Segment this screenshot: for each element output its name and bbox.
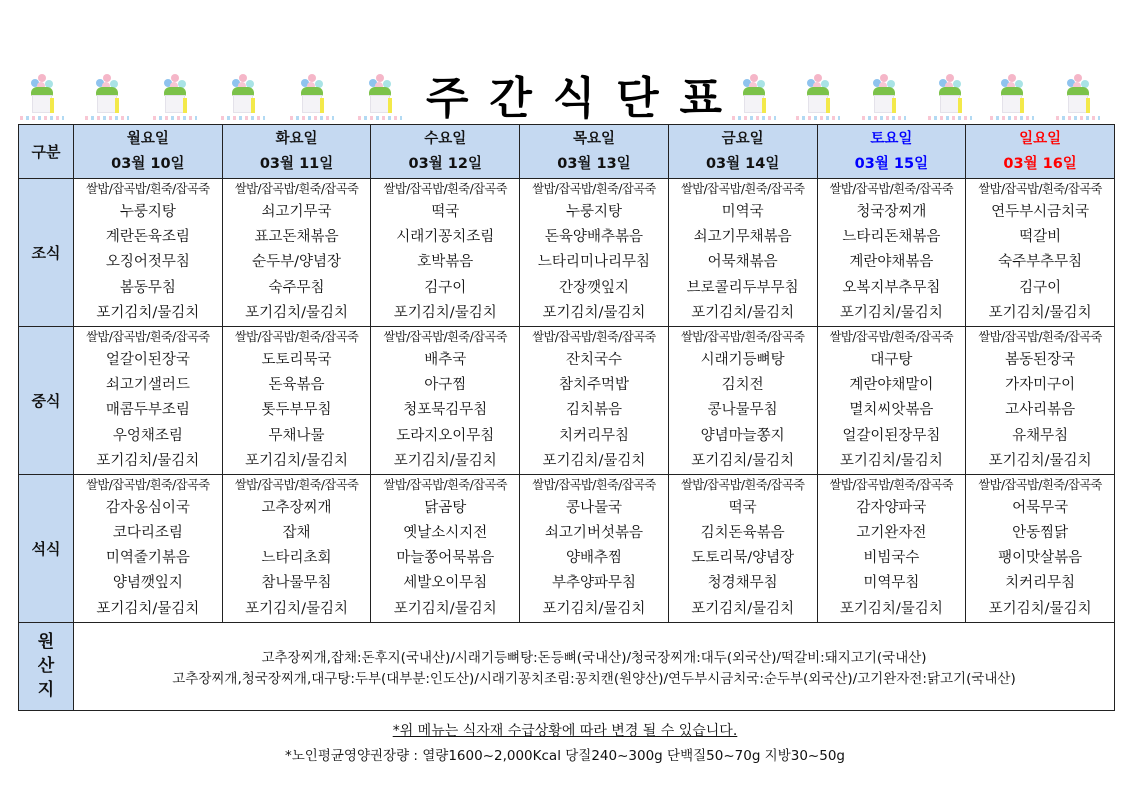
dish-item: 포기김치/물김치 — [839, 304, 943, 321]
dish-item: 계란야채말이 — [849, 377, 934, 394]
dish-item: 마늘쫑어묵볶음 — [396, 550, 495, 567]
day-header-mon — [74, 125, 223, 179]
dish-item: 김치돈육볶음 — [700, 525, 785, 542]
day-header-wed — [371, 125, 520, 179]
day-date: 03월 11일 — [259, 155, 334, 172]
dish-item: 숙주부추무침 — [998, 254, 1083, 271]
staple-options: 쌀밥/잡곡밥/흰죽/잡곡죽 — [532, 477, 656, 492]
staple-options: 쌀밥/잡곡밥/흰죽/잡곡죽 — [86, 329, 210, 344]
day-header-thu — [520, 125, 669, 179]
dish-item: 미역줄기볶음 — [105, 550, 190, 567]
menu-cell-mon — [74, 326, 223, 474]
dish-item: 느타리초회 — [261, 550, 332, 567]
origin-label-char: 원 — [37, 632, 55, 653]
dish-item: 안동찜닭 — [1012, 525, 1069, 542]
staple-options: 쌀밥/잡곡밥/흰죽/잡곡죽 — [829, 182, 954, 196]
day-name: 월요일 — [126, 130, 169, 147]
menu-cell-thu — [520, 179, 669, 327]
menu-cell-wed — [371, 179, 520, 327]
flower-pot-icon — [730, 72, 778, 122]
dish-item: 호박볶음 — [417, 254, 474, 271]
menu-cell-sat — [817, 474, 966, 622]
origin-label-char: 산 — [37, 656, 55, 677]
dish-item: 포기김치/물김치 — [988, 452, 1092, 469]
day-name: 목요일 — [572, 130, 615, 147]
dish-item: 쇠고기버섯볶음 — [544, 525, 643, 542]
dish-item: 양념마늘쫑지 — [700, 427, 785, 444]
dish-item: 가자미구이 — [1005, 377, 1076, 394]
menu-cell-thu — [520, 474, 669, 622]
dish-item: 포기김치/물김치 — [393, 304, 497, 321]
dish-item: 미역무침 — [863, 575, 920, 592]
nutrition-note: *노인평균영양권장량 : 열량1600~2,000Kcal 당질240~300g 단백질50~70g 지방30~50g — [285, 748, 845, 764]
title-char: 식 — [552, 73, 600, 124]
dish-item: 포기김치/물김치 — [839, 452, 943, 469]
dish-item: 무채나물 — [268, 427, 325, 444]
dish-item: 숙주무침 — [268, 279, 325, 296]
dish-item: 도라지오이무침 — [396, 427, 495, 444]
dish-item: 오징어젓무침 — [105, 254, 190, 271]
staple-options: 쌀밥/잡곡밥/흰죽/잡곡죽 — [234, 477, 359, 492]
dish-item: 코다리조림 — [112, 525, 183, 542]
day-date: 03월 14일 — [705, 155, 780, 172]
dish-item: 포기김치/물김치 — [542, 452, 646, 469]
staple-options: 쌀밥/잡곡밥/흰죽/잡곡죽 — [680, 477, 805, 492]
menu-cell-wed — [371, 326, 520, 474]
dish-item: 고사리볶음 — [1005, 402, 1076, 419]
day-name: 금요일 — [721, 130, 764, 147]
flower-pot-icon — [1054, 72, 1102, 122]
corner-label: 구분 — [19, 125, 74, 179]
weekly-menu-table — [18, 124, 1115, 711]
dish-item: 느타리돈채볶음 — [842, 229, 941, 246]
staple-options: 쌀밥/잡곡밥/흰죽/잡곡죽 — [978, 182, 1102, 196]
menu-cell-sat — [817, 179, 966, 327]
dish-item: 고기완자전 — [856, 525, 927, 542]
flower-pot-icon — [794, 72, 842, 122]
dish-item: 포기김치/물김치 — [542, 600, 646, 617]
dish-item: 포기김치/물김치 — [988, 304, 1092, 321]
meal-row — [19, 326, 1115, 474]
day-header-fri — [668, 125, 817, 179]
menu-cell-sun — [966, 474, 1115, 622]
dish-item: 김치전 — [721, 377, 764, 394]
dish-item: 치커리무침 — [1005, 575, 1076, 592]
dish-item: 양배추찜 — [565, 550, 622, 567]
dish-item: 쇠고기샐러드 — [105, 377, 190, 394]
menu-cell-tue — [222, 326, 371, 474]
flower-pot-icon — [288, 72, 336, 122]
day-date: 03월 12일 — [408, 155, 482, 172]
dish-item: 도토리묵국 — [261, 351, 332, 368]
page-title — [426, 66, 726, 122]
dish-item: 포기김치/물김치 — [96, 452, 200, 469]
dish-item: 김치볶음 — [565, 402, 622, 419]
origin-row — [19, 622, 1115, 710]
staple-options: 쌀밥/잡곡밥/흰죽/잡곡죽 — [383, 329, 507, 344]
dish-item: 누룽지탕 — [119, 204, 176, 220]
dish-item: 매콤두부조림 — [105, 402, 190, 419]
dish-item: 톳두부무침 — [261, 402, 332, 419]
dish-item: 미역국 — [721, 204, 764, 220]
staple-options: 쌀밥/잡곡밥/흰죽/잡곡죽 — [829, 329, 954, 344]
day-date: 03월 10일 — [111, 155, 185, 172]
dish-item: 얼갈이된장국 — [105, 351, 190, 368]
dish-item: 누룽지탕 — [565, 204, 622, 220]
day-date: 03월 13일 — [557, 155, 631, 172]
origin-info — [74, 622, 1115, 710]
day-date: 03월 15일 — [854, 155, 929, 172]
dish-item: 어묵무국 — [1012, 499, 1069, 516]
dish-item: 연두부시금치국 — [991, 204, 1090, 220]
dish-item: 돈육볶음 — [268, 377, 325, 394]
dish-item: 비빔국수 — [863, 550, 920, 567]
dish-item: 쇠고기무국 — [261, 204, 332, 220]
origin-line: 고추장찌개,청국장찌개,대구탕:두부(대부분:인도산)/시래기꽁치조림:꽁치캔(원양산)/연두부시금치국:순두부(외국산)/고기완자전:닭고기(국내산) — [172, 671, 1016, 688]
dish-item: 참치주먹밥 — [558, 377, 629, 394]
flower-pot-icon — [926, 72, 974, 122]
menu-cell-sat — [817, 326, 966, 474]
dish-item: 잔치국수 — [565, 351, 622, 368]
origin-label-char: 지 — [37, 680, 55, 701]
meal-label: 조식 — [19, 179, 74, 327]
dish-item: 포기김치/물김치 — [96, 304, 200, 321]
staple-options: 쌀밥/잡곡밥/흰죽/잡곡죽 — [86, 477, 210, 492]
staple-options: 쌀밥/잡곡밥/흰죽/잡곡죽 — [86, 182, 210, 196]
staple-options: 쌀밥/잡곡밥/흰죽/잡곡죽 — [680, 329, 805, 344]
meal-label: 석식 — [19, 474, 74, 622]
origin-line: 고추장찌개,잡채:돈후지(국내산)/시래기등뼈탕:돈등뼈(국내산)/청국장찌개:대두(외국산)/떡갈비:돼지고기(국내산) — [261, 650, 927, 667]
menu-cell-fri — [668, 474, 817, 622]
dish-item: 청포묵김무침 — [403, 402, 488, 419]
header-row — [19, 125, 1115, 179]
dish-item: 돈육양배추볶음 — [544, 229, 643, 246]
dish-item: 포기김치/물김치 — [691, 600, 795, 617]
staple-options: 쌀밥/잡곡밥/흰죽/잡곡죽 — [978, 329, 1102, 344]
dish-item: 계란돈육조림 — [105, 229, 190, 246]
menu-cell-mon — [74, 474, 223, 622]
flower-pot-icon — [988, 72, 1036, 122]
day-name: 일요일 — [1019, 130, 1062, 147]
meal-label: 중식 — [19, 326, 74, 474]
dish-item: 포기김치/물김치 — [542, 304, 646, 321]
dish-item: 표고돈채볶음 — [254, 229, 339, 246]
staple-options: 쌀밥/잡곡밥/흰죽/잡곡죽 — [383, 477, 507, 492]
dish-item: 청경채무침 — [707, 575, 778, 592]
dish-item: 포기김치/물김치 — [988, 600, 1092, 617]
menu-cell-tue — [222, 474, 371, 622]
day-name: 화요일 — [275, 130, 318, 147]
dish-item: 쇠고기무채볶음 — [693, 229, 792, 246]
flower-pot-icon — [83, 72, 131, 122]
staple-options: 쌀밥/잡곡밥/흰죽/잡곡죽 — [234, 329, 359, 344]
dish-item: 청국장찌개 — [856, 204, 927, 220]
dish-item: 포기김치/물김치 — [245, 304, 349, 321]
dish-item: 콩나물국 — [565, 499, 622, 516]
dish-item: 포기김치/물김치 — [96, 600, 200, 617]
dish-item: 고추장찌개 — [261, 499, 332, 516]
staple-options: 쌀밥/잡곡밥/흰죽/잡곡죽 — [680, 182, 805, 196]
menu-cell-sun — [966, 179, 1115, 327]
dish-item: 양념깻잎지 — [112, 575, 183, 592]
staple-options: 쌀밥/잡곡밥/흰죽/잡곡죽 — [532, 182, 656, 196]
dish-item: 포기김치/물김치 — [393, 600, 497, 617]
origin-label — [19, 622, 74, 710]
dish-item: 봄동된장국 — [1005, 351, 1076, 368]
dish-item: 아구찜 — [424, 377, 467, 394]
menu-cell-tue — [222, 179, 371, 327]
dish-item: 멸치씨앗볶음 — [849, 402, 934, 419]
dish-item: 오복지부추무침 — [842, 279, 941, 296]
dish-item: 잡채 — [282, 525, 311, 542]
day-header-sat — [817, 125, 966, 179]
dish-item: 떡국 — [728, 499, 757, 516]
dish-item: 떡국 — [431, 204, 460, 220]
dish-item: 포기김치/물김치 — [691, 304, 795, 321]
dish-item: 콩나물무침 — [707, 402, 778, 419]
flower-pot-icon — [860, 72, 908, 122]
menu-cell-thu — [520, 326, 669, 474]
title-row — [18, 70, 1115, 122]
dish-item: 감자양파국 — [856, 499, 927, 516]
dish-item: 김구이 — [1019, 279, 1062, 296]
menu-cell-wed — [371, 474, 520, 622]
menu-cell-sun — [966, 326, 1115, 474]
meal-row — [19, 474, 1115, 622]
dish-item: 대구탕 — [870, 351, 913, 368]
dish-item: 계란야채볶음 — [849, 254, 934, 271]
day-header-sun — [966, 125, 1115, 179]
title-char: 표 — [679, 73, 726, 124]
dish-item: 도토리묵/양념장 — [691, 550, 795, 567]
title-char: 주 — [426, 73, 473, 124]
flower-pot-icon — [356, 72, 404, 122]
staple-options: 쌀밥/잡곡밥/흰죽/잡곡죽 — [234, 182, 359, 196]
dish-item: 배추국 — [424, 351, 467, 368]
dish-item: 포기김치/물김치 — [245, 600, 349, 617]
title-char: 단 — [616, 73, 663, 124]
staple-options: 쌀밥/잡곡밥/흰죽/잡곡죽 — [532, 329, 656, 344]
meal-row — [19, 179, 1115, 327]
dish-item: 포기김치/물김치 — [691, 452, 795, 469]
menu-cell-fri — [668, 179, 817, 327]
meal-body — [19, 179, 1115, 623]
dish-item: 치커리무침 — [558, 427, 629, 444]
dish-item: 감자옹심이국 — [105, 499, 190, 516]
staple-options: 쌀밥/잡곡밥/흰죽/잡곡죽 — [383, 182, 507, 196]
dish-item: 팽이맛살볶음 — [998, 550, 1083, 567]
dish-item: 우엉채조림 — [112, 427, 183, 444]
dish-item: 봄동무침 — [119, 279, 176, 296]
change-notice: *위 메뉴는 식자재 수급상황에 따라 변경 될 수 있습니다. — [392, 723, 738, 739]
dish-item: 떡갈비 — [1019, 229, 1062, 246]
dish-item: 느타리미나리무침 — [537, 254, 650, 271]
dish-item: 포기김치/물김치 — [393, 452, 497, 469]
dish-item: 어묵채볶음 — [707, 254, 778, 271]
day-date: 03월 16일 — [1003, 155, 1077, 172]
staple-options: 쌀밥/잡곡밥/흰죽/잡곡죽 — [829, 477, 954, 492]
dish-item: 포기김치/물김치 — [245, 452, 349, 469]
menu-cell-fri — [668, 326, 817, 474]
dish-item: 시래기꽁치조림 — [396, 229, 495, 246]
dish-item: 간장깻잎지 — [558, 279, 629, 296]
day-header-tue — [222, 125, 371, 179]
staple-options: 쌀밥/잡곡밥/흰죽/잡곡죽 — [978, 477, 1102, 492]
day-name: 수요일 — [424, 130, 467, 147]
dish-item: 포기김치/물김치 — [839, 600, 943, 617]
dish-item: 시래기등뼈탕 — [700, 351, 785, 368]
flower-pot-icon — [18, 72, 66, 122]
dish-item: 얼갈이된장무침 — [842, 427, 941, 444]
dish-item: 김구이 — [424, 279, 467, 296]
flower-pot-icon — [151, 72, 199, 122]
day-name: 토요일 — [870, 130, 913, 147]
menu-cell-mon — [74, 179, 223, 327]
dish-item: 세발오이무침 — [403, 575, 488, 592]
title-char: 간 — [489, 73, 536, 124]
dish-item: 부추양파무침 — [551, 575, 636, 592]
dish-item: 닭곰탕 — [424, 499, 467, 516]
dish-item: 순두부/양념장 — [252, 254, 342, 271]
dish-item: 옛날소시지전 — [403, 525, 488, 542]
dish-item: 브로콜리두부무침 — [686, 279, 799, 296]
dish-item: 참나물무침 — [261, 575, 332, 592]
flower-pot-icon — [219, 72, 267, 122]
dish-item: 유채무침 — [1012, 427, 1069, 444]
